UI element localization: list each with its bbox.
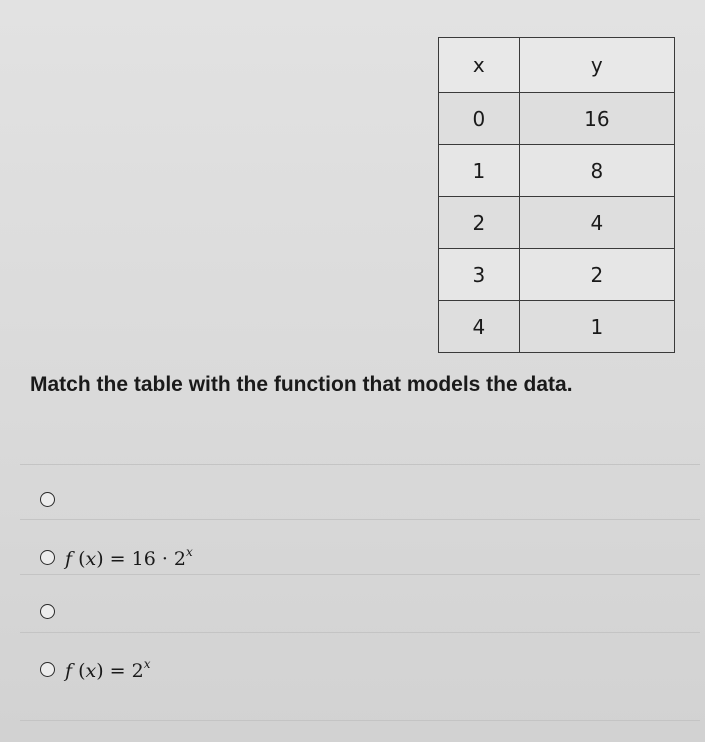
exponent: x xyxy=(186,545,193,559)
formula-open-paren: ( xyxy=(72,660,86,682)
table-cell-x: 2 xyxy=(439,197,520,249)
formula-rhs: 2 xyxy=(131,660,144,682)
divider xyxy=(20,720,700,721)
table-cell-x: 1 xyxy=(439,145,520,197)
answer-option-1[interactable] xyxy=(40,492,65,507)
function-name: f xyxy=(65,548,73,570)
table-cell-y: 4 xyxy=(519,197,674,249)
radio-button[interactable] xyxy=(40,492,55,507)
table-cell-x: 4 xyxy=(439,301,520,353)
table-cell-y: 8 xyxy=(519,145,674,197)
column-header-x: x xyxy=(439,38,520,93)
function-name: f xyxy=(65,660,73,682)
exponent: x xyxy=(143,657,151,671)
answer-option-4[interactable] xyxy=(40,657,151,682)
table-row xyxy=(439,93,675,145)
table-row xyxy=(439,145,675,197)
formula-open-paren: ( xyxy=(72,548,86,570)
table-cell-y: 16 xyxy=(519,93,674,145)
option-formula xyxy=(65,657,151,682)
radio-button[interactable] xyxy=(40,662,55,677)
xy-table xyxy=(438,37,675,353)
formula-equals: ) = xyxy=(96,548,126,570)
variable: x xyxy=(85,548,97,570)
divider xyxy=(20,632,700,633)
table-row xyxy=(439,249,675,301)
answer-option-2[interactable] xyxy=(40,545,193,570)
radio-button[interactable] xyxy=(40,604,55,619)
table-cell-y: 2 xyxy=(519,249,674,301)
variable: x xyxy=(85,660,97,682)
formula-equals: ) = xyxy=(96,660,126,682)
data-table-container xyxy=(438,37,675,353)
radio-button[interactable] xyxy=(40,550,55,565)
table-cell-y: 1 xyxy=(519,301,674,353)
table-cell-x: 3 xyxy=(439,249,520,301)
option-formula xyxy=(65,545,193,570)
question-text: Match the table with the function that models the data. xyxy=(30,373,573,396)
divider xyxy=(20,574,700,575)
answer-option-3[interactable] xyxy=(40,604,65,619)
divider xyxy=(20,464,700,465)
table-header-row xyxy=(439,38,675,93)
table-row xyxy=(439,301,675,353)
table-row xyxy=(439,197,675,249)
divider xyxy=(20,519,700,520)
column-header-y: y xyxy=(519,38,674,93)
table-cell-x: 0 xyxy=(439,93,520,145)
formula-rhs: 16 · 2 xyxy=(131,548,187,570)
